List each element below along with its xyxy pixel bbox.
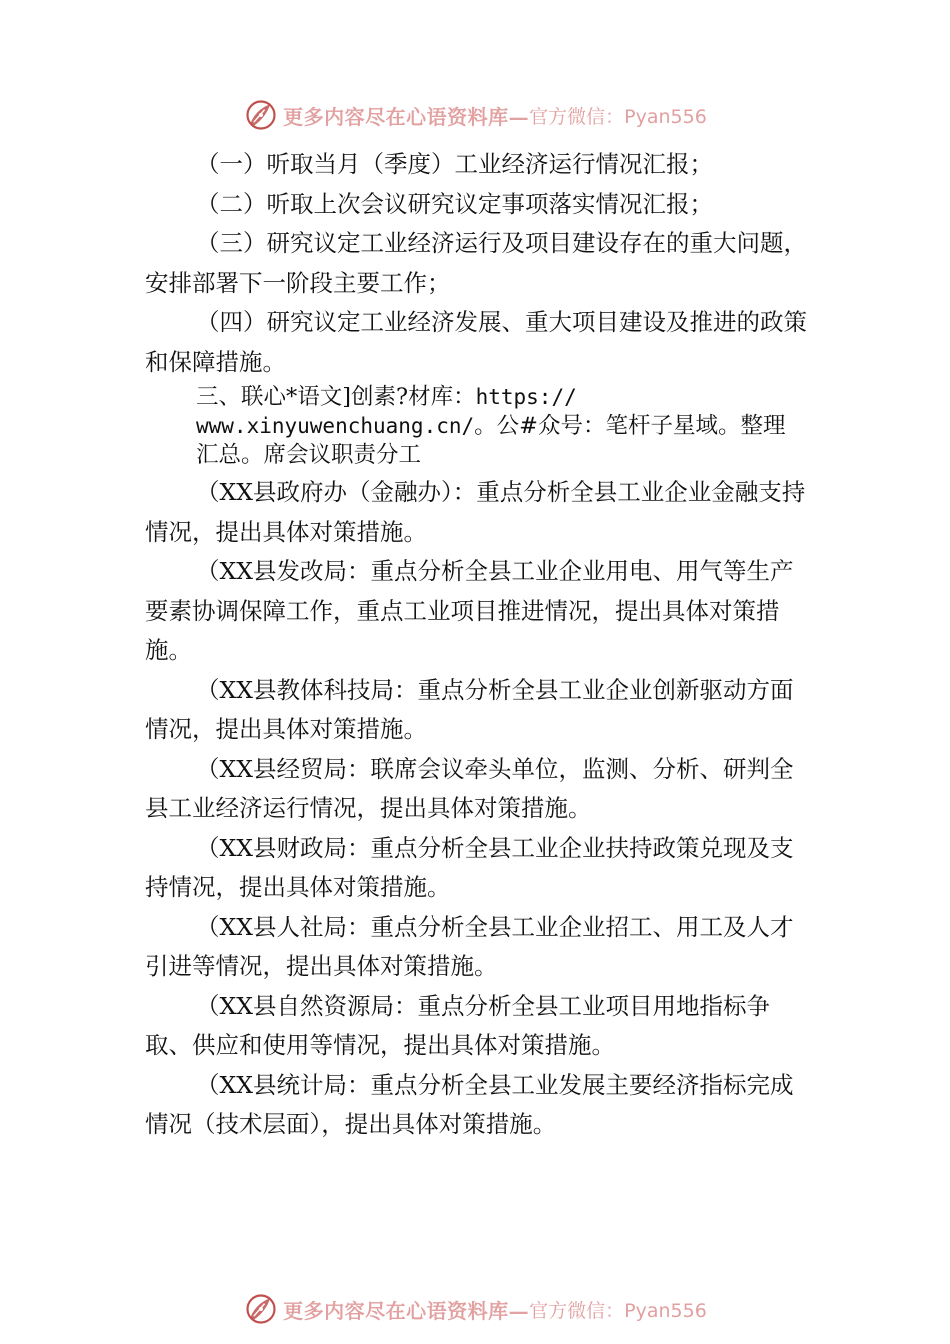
list-item: （四）研究议定工业经济发展、重大项目建设及推进的政策和保障措施。 [145, 308, 807, 376]
list-item: （XX县自然资源局：重点分析全县工业项目用地指标争取、供应和使用等情况，提出具体对策措施。 [145, 991, 770, 1059]
footer-banner-inner [243, 1291, 707, 1327]
section-heading-line-3: 汇总。席会议职责分工 [196, 442, 422, 468]
footer-banner-text: 更多内容尽在心语资料库— [283, 1298, 530, 1323]
section-heading-url-part-1: https:// [475, 385, 577, 409]
list-item: （XX县发改局：重点分析全县工业企业用电、用气等生产要素协调保障工作，重点工业项目推进情况，提出具体对策措施。 [145, 557, 794, 664]
list-item: （XX县统计局：重点分析全县工业发展主要经济指标完成情况（技术层面），提出具体对策措施。 [145, 1070, 794, 1138]
section-heading-suffix: 。公#众号：笔杆子星域。整理 [474, 413, 786, 439]
list-item: （一）听取当月（季度）工业经济运行情况汇报； [196, 150, 713, 178]
list-item: （XX县经贸局：联席会议牵头单位，监测、分析、研判全县工业经济运行情况，提出具体对策措施。 [145, 754, 794, 822]
list-item: （XX县人社局：重点分析全县工业企业招工、用工及人才引进等情况，提出具体对策措施。 [145, 912, 794, 980]
header-banner-wechat: 官方微信：Pyan556 [529, 105, 707, 128]
list-item: （XX县教体科技局：重点分析全县工业企业创新驱动方面情况，提出具体对策措施。 [145, 675, 794, 743]
footer-banner [0, 1289, 950, 1329]
pen-nib-logo-icon [243, 1291, 279, 1327]
header-banner-text: 更多内容尽在心语资料库— [283, 104, 530, 129]
footer-banner-wechat: 官方微信：Pyan556 [529, 1299, 707, 1322]
pen-nib-logo-icon [243, 97, 279, 133]
list-item: （XX县政府办（金融办）：重点分析全县工业企业金融支持情况，提出具体对策措施。 [145, 478, 806, 546]
list-item: （三）研究议定工业经济运行及项目建设存在的重大问题，安排部署下一阶段主要工作； [145, 229, 807, 297]
header-banner-inner [243, 97, 707, 133]
section-heading-line-2 [196, 412, 826, 441]
section-heading-prefix: 三、联心*语文]创素?材库： [196, 384, 476, 410]
section-heading [145, 383, 826, 470]
list-item: （二）听取上次会议研究议定事项落实情况汇报； [196, 189, 713, 218]
header-banner [0, 95, 950, 135]
section-heading-url-part-2: www.xinyuwenchuang.cn/ [196, 414, 475, 438]
section-heading-line-1 [196, 383, 826, 412]
list-item: （XX县财政局：重点分析全县工业企业扶持政策兑现及支持情况，提出具体对策措施。 [145, 833, 794, 901]
document-body [145, 145, 815, 1145]
